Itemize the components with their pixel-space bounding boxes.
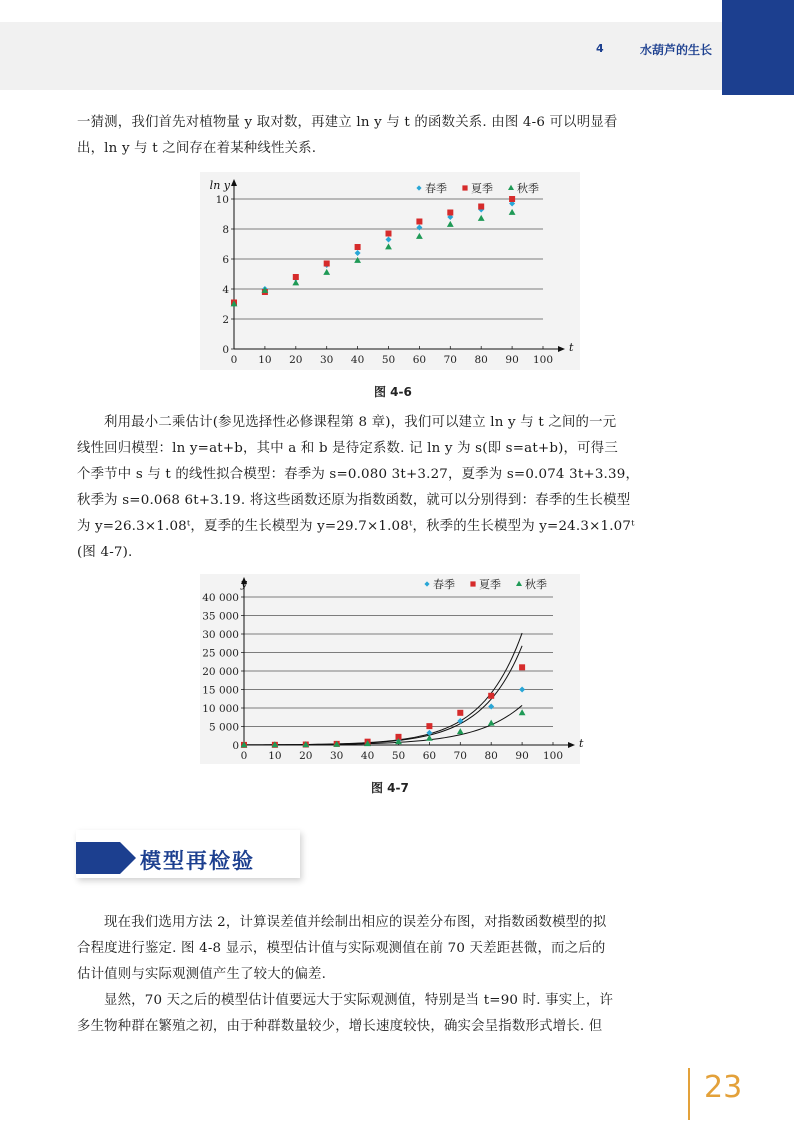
paragraph-4 [77,988,717,1040]
x-tick-label: 70 [443,354,457,366]
data-point-triangle [519,709,526,715]
x-tick-label: 60 [412,354,427,366]
chart-fig4-7 [196,570,590,772]
text-line: 合程度进行鉴定. 图 4-8 显示，模型估计值与实际观测值在前 70 天差距甚微，而之后的 [77,941,606,956]
paragraph-2 [77,410,717,566]
data-point-triangle [478,215,485,221]
data-point-triangle [457,728,464,734]
x-tick-label: 10 [268,750,282,762]
y-tick-label: 10 [215,194,229,206]
data-point-diamond [457,718,463,724]
data-point-square [519,664,525,670]
fit-curve [244,705,522,745]
page-number: 23 [704,1070,743,1105]
data-point-square [426,723,432,729]
text-line: 一猜测，我们首先对植物量 y 取对数，再建立 ln y 与 t 的函数关系. 由图 4-6 可以明显看 [77,115,618,130]
x-tick-label: 20 [289,354,303,366]
y-tick-label: 2 [222,314,229,326]
x-tick-label: 80 [474,354,488,366]
data-point-square [293,274,299,280]
data-point-triangle [292,279,299,285]
y-tick-label: 0 [222,344,229,356]
text-line: 线性回归模型：ln y=at+b，其中 a 和 b 是待定系数. 记 ln y 为 s(即 s=at+b)，可得三 [77,441,618,456]
legend-label: 秋季 [525,578,547,591]
x-tick-label: 50 [381,354,396,366]
figure-4-7-caption: 图 4-7 [371,781,409,795]
y-tick-label: 5 000 [208,721,239,734]
text-line: 出，ln y 与 t 之间存在着某种线性关系. [77,141,317,156]
data-point-diamond [488,704,494,710]
y-tick-label: 10 000 [202,703,239,715]
y-tick-label: 15 000 [202,684,239,697]
text-line: 秋季为 s=0.068 6t+3.19. 将这些函数还原为指数函数，就可以分别得到：春季的生长模型 [77,493,631,508]
header-band [0,22,747,90]
x-tick-label: 0 [230,354,238,366]
x-tick-label: 40 [360,750,375,762]
legend-label: 春季 [433,578,455,591]
data-point-triangle [416,233,423,239]
x-tick-label: 30 [330,750,344,762]
text-line: (图 4-7). [77,545,133,560]
x-tick-label: 70 [453,750,467,762]
x-axis-arrow [568,742,575,748]
legend-label: 秋季 [517,182,539,195]
y-tick-label: 35 000 [202,610,239,623]
data-point-triangle [516,581,522,586]
data-point-square [324,261,330,267]
x-tick-label: 10 [258,354,272,366]
text-line: 估计值则与实际观测值产生了较大的偏差. [77,967,327,982]
text-line: 多生物种群在繁殖之初，由于种群数量较少，增长速度较快，确实会呈指数形式增长. 但 [77,1019,603,1034]
y-axis-label: y [240,577,247,590]
data-point-diamond [416,185,421,190]
y-axis-arrow [231,179,237,186]
chart-fig4-6 [200,168,590,376]
figure-4-6-caption: 图 4-6 [374,385,412,399]
x-tick-label: 20 [299,750,313,762]
chapter-number: 4 [596,42,604,55]
section-arrow-icon [76,842,136,874]
header-accent-block [722,0,794,95]
x-tick-label: 100 [542,750,564,762]
text-line: 显然，70 天之后的模型估计值要远大于实际观测值，特别是当 t=90 时. 事实上，许 [104,993,614,1008]
data-point-square [478,204,484,210]
data-point-square [462,185,467,190]
data-point-diamond [519,687,525,693]
text-line: 个季节中 s 与 t 的线性拟合模型：春季为 s=0.080 3t+3.27，夏季为 s=0.074 3t+3.39， [77,467,640,482]
section-title: 模型再检验 [140,849,255,873]
x-tick-label: 60 [422,750,437,762]
data-point-diamond [355,250,361,256]
data-point-triangle [488,720,495,726]
y-tick-label: 30 000 [202,629,239,641]
y-tick-label: 0 [232,740,239,752]
chapter-title: 水葫芦的生长 [640,43,713,57]
legend-label: 春季 [425,182,447,195]
x-tick-label: 90 [505,354,519,366]
x-axis-label: t [579,737,584,750]
y-tick-label: 6 [222,254,229,266]
y-tick-label: 40 000 [202,592,239,604]
fit-curve [244,646,522,745]
data-point-square [386,231,392,237]
data-point-triangle [508,185,514,190]
data-point-triangle [509,209,516,215]
data-point-diamond [386,237,392,243]
paragraph-1 [77,110,717,162]
fit-curve [244,633,522,745]
data-point-square [509,196,515,202]
y-tick-label: 25 000 [202,647,239,660]
x-tick-label: 80 [484,750,498,762]
x-tick-label: 50 [391,750,406,762]
x-axis-arrow [558,346,565,352]
data-point-diamond [424,581,429,586]
page-number-rule [688,1068,690,1120]
data-point-square [457,710,463,716]
x-axis-label: t [569,341,574,354]
data-point-triangle [447,221,454,227]
data-point-triangle [385,243,392,249]
data-point-triangle [354,257,361,263]
x-tick-label: 100 [532,354,554,366]
text-line: 为 y=26.3×1.08ᵗ，夏季的生长模型为 y=29.7×1.08ᵗ，秋季的生长模型为 y=24.3×1.07ᵗ [77,519,635,534]
y-tick-label: 8 [222,224,229,236]
x-tick-label: 90 [515,750,529,762]
text-line: 现在我们选用方法 2，计算误差值并绘制出相应的误差分布图，对指数函数模型的拟 [104,915,607,930]
y-axis-label: ln y [209,179,230,192]
y-tick-label: 4 [222,284,229,296]
legend-label: 夏季 [479,578,501,591]
data-point-triangle [323,269,330,275]
data-point-square [488,693,494,699]
y-tick-label: 20 000 [202,666,239,678]
x-tick-label: 40 [350,354,365,366]
data-point-square [355,244,361,250]
data-point-diamond [416,225,422,231]
paragraph-3 [77,910,717,988]
data-point-square [447,210,453,216]
data-point-square [470,581,475,586]
data-point-square [416,219,422,225]
legend-label: 夏季 [471,182,493,195]
text-line: 利用最小二乘估计(参见选择性必修课程第 8 章)，我们可以建立 ln y 与 t 之间的一元 [104,415,617,430]
x-tick-label: 0 [240,750,248,762]
x-tick-label: 30 [320,354,334,366]
